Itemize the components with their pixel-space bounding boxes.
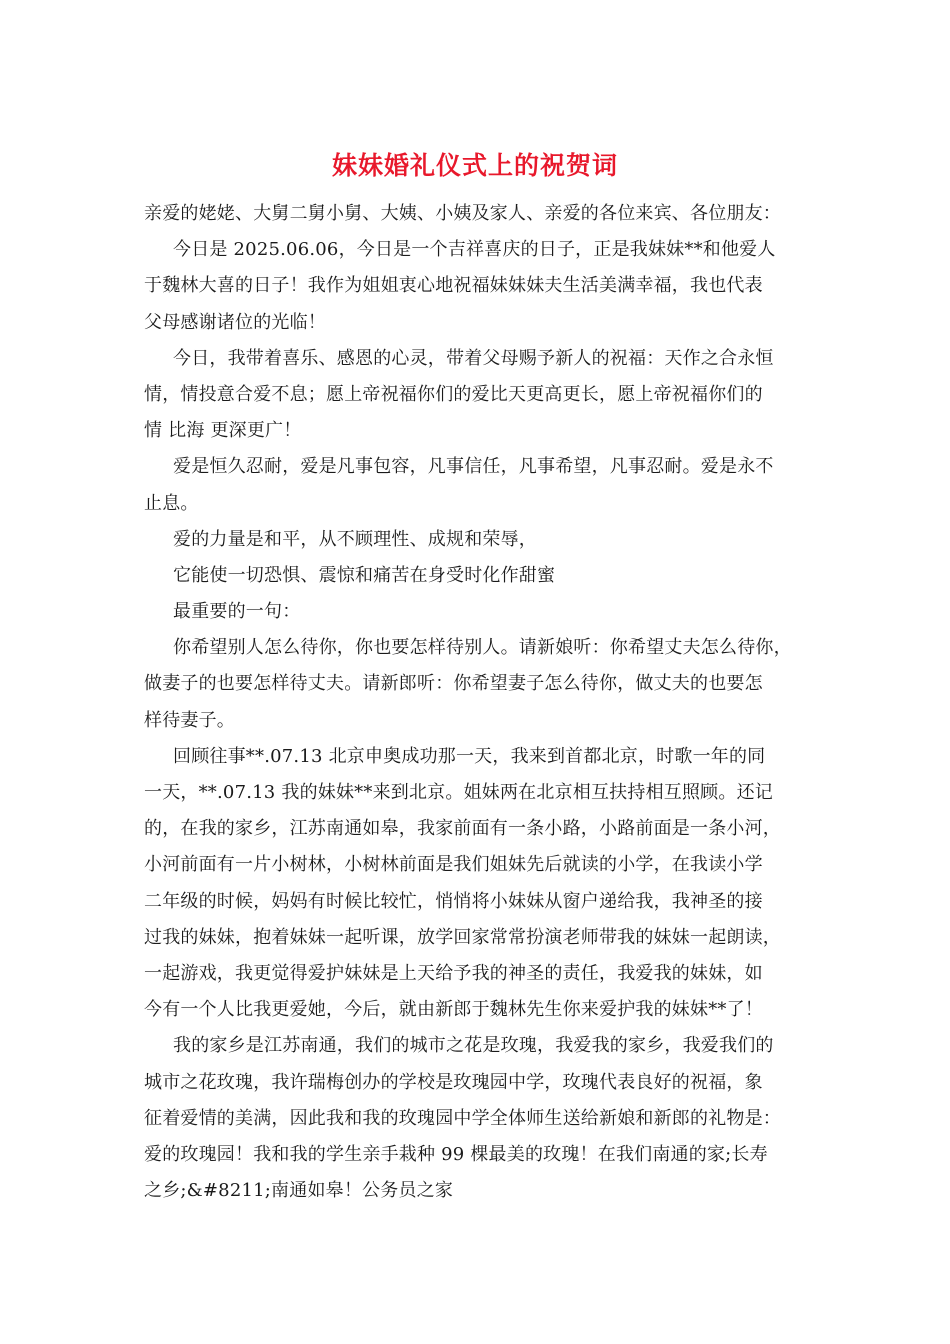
text-line: 二年级的时候，妈妈有时候比较忙，悄悄将小妹妹从窗户递给我，我神圣的接 bbox=[144, 890, 763, 912]
text-line: 爱的力量是和平，从不顾理性、成规和荣辱， bbox=[173, 528, 537, 550]
text-line: 样待妻子。 bbox=[144, 709, 235, 731]
text-line: 你希望别人怎么待你，你也要怎样待别人。请新娘听：你希望丈夫怎么待你， bbox=[173, 637, 792, 659]
text-line: 今有一个人比我更爱她，今后，就由新郎于魏林先生你来爱护我的妹妹**了！ bbox=[144, 999, 763, 1021]
text-line: 过我的妹妹，抱着妹妹一起听课，放学回家常常扮演老师带我的妹妹一起朗读， bbox=[144, 926, 781, 948]
document-body bbox=[144, 196, 824, 1209]
text-line: 的，在我的家乡，江苏南通如皋，我家前面有一条小路，小路前面是一条小河， bbox=[144, 818, 781, 840]
text-line: 征着爱情的美满，因此我和我的玫瑰园中学全体师生送给新娘和新郎的礼物是： bbox=[144, 1107, 781, 1129]
text-line: 父母感谢诸位的光临！ bbox=[144, 311, 326, 333]
document-title: 妹妹婚礼仪式上的祝贺词 bbox=[331, 151, 618, 180]
text-line: 爱是恒久忍耐，爱是凡事包容，凡事信任，凡事希望，凡事忍耐。爱是永不 bbox=[173, 456, 774, 478]
text-line: 它能使一切恐惧、震惊和痛苦在身受时化作甜蜜 bbox=[173, 564, 556, 586]
text-line: 今日，我带着喜乐、感恩的心灵，带着父母赐予新人的祝福：天作之合永恒 bbox=[173, 347, 774, 369]
text-line: 爱的玫瑰园！我和我的学生亲手栽种 99 棵最美的玫瑰！在我们南通的家;长寿 bbox=[144, 1143, 768, 1165]
text-line: 情，情投意合爱不息；愿上帝祝福你们的爱比天更高更长，愿上帝祝福你们的 bbox=[144, 383, 763, 405]
text-line: 一起游戏，我更觉得爱护妹妹是上天给予我的神圣的责任，我爱我的妹妹，如 bbox=[144, 962, 763, 984]
text-line: 我的家乡是江苏南通，我们的城市之花是玫瑰，我爱我的家乡，我爱我们的 bbox=[173, 1035, 774, 1057]
text-line: 小河前面有一片小树林，小树林前面是我们姐妹先后就读的小学，在我读小学 bbox=[144, 854, 763, 876]
text-line: 一天，**.07.13 我的妹妹**来到北京。姐妹两在北京相互扶持相互照顾。还记 bbox=[144, 782, 773, 803]
text-line: 亲爱的姥姥、大舅二舅小舅、大姨、小姨及家人、亲爱的各位来宾、各位朋友： bbox=[144, 203, 781, 224]
text-line: 做妻子的也要怎样待丈夫。请新郎听：你希望妻子怎么待你，做丈夫的也要怎 bbox=[144, 673, 763, 695]
text-line: 之乡;&#8211;南通如皋！公务员之家 bbox=[144, 1180, 454, 1202]
text-line: 情 比海 更深更广！ bbox=[144, 420, 302, 442]
text-line: 回顾往事**.07.13 北京申奥成功那一天，我来到首都北京，时歌一年的同 bbox=[173, 745, 766, 767]
text-line: 城市之花玫瑰，我许瑞梅创办的学校是玫瑰园中学，玫瑰代表良好的祝福，象 bbox=[144, 1071, 763, 1093]
text-line: 于魏林大喜的日子！我作为姐姐衷心地祝福妹妹妹夫生活美满幸福，我也代表 bbox=[144, 275, 763, 297]
text-line: 止息。 bbox=[144, 492, 199, 514]
text-line: 今日是 2025.06.06，今日是一个吉祥喜庆的日子，正是我妹妹**和他爱人 bbox=[173, 239, 776, 261]
text-line: 最重要的一句： bbox=[173, 601, 301, 623]
